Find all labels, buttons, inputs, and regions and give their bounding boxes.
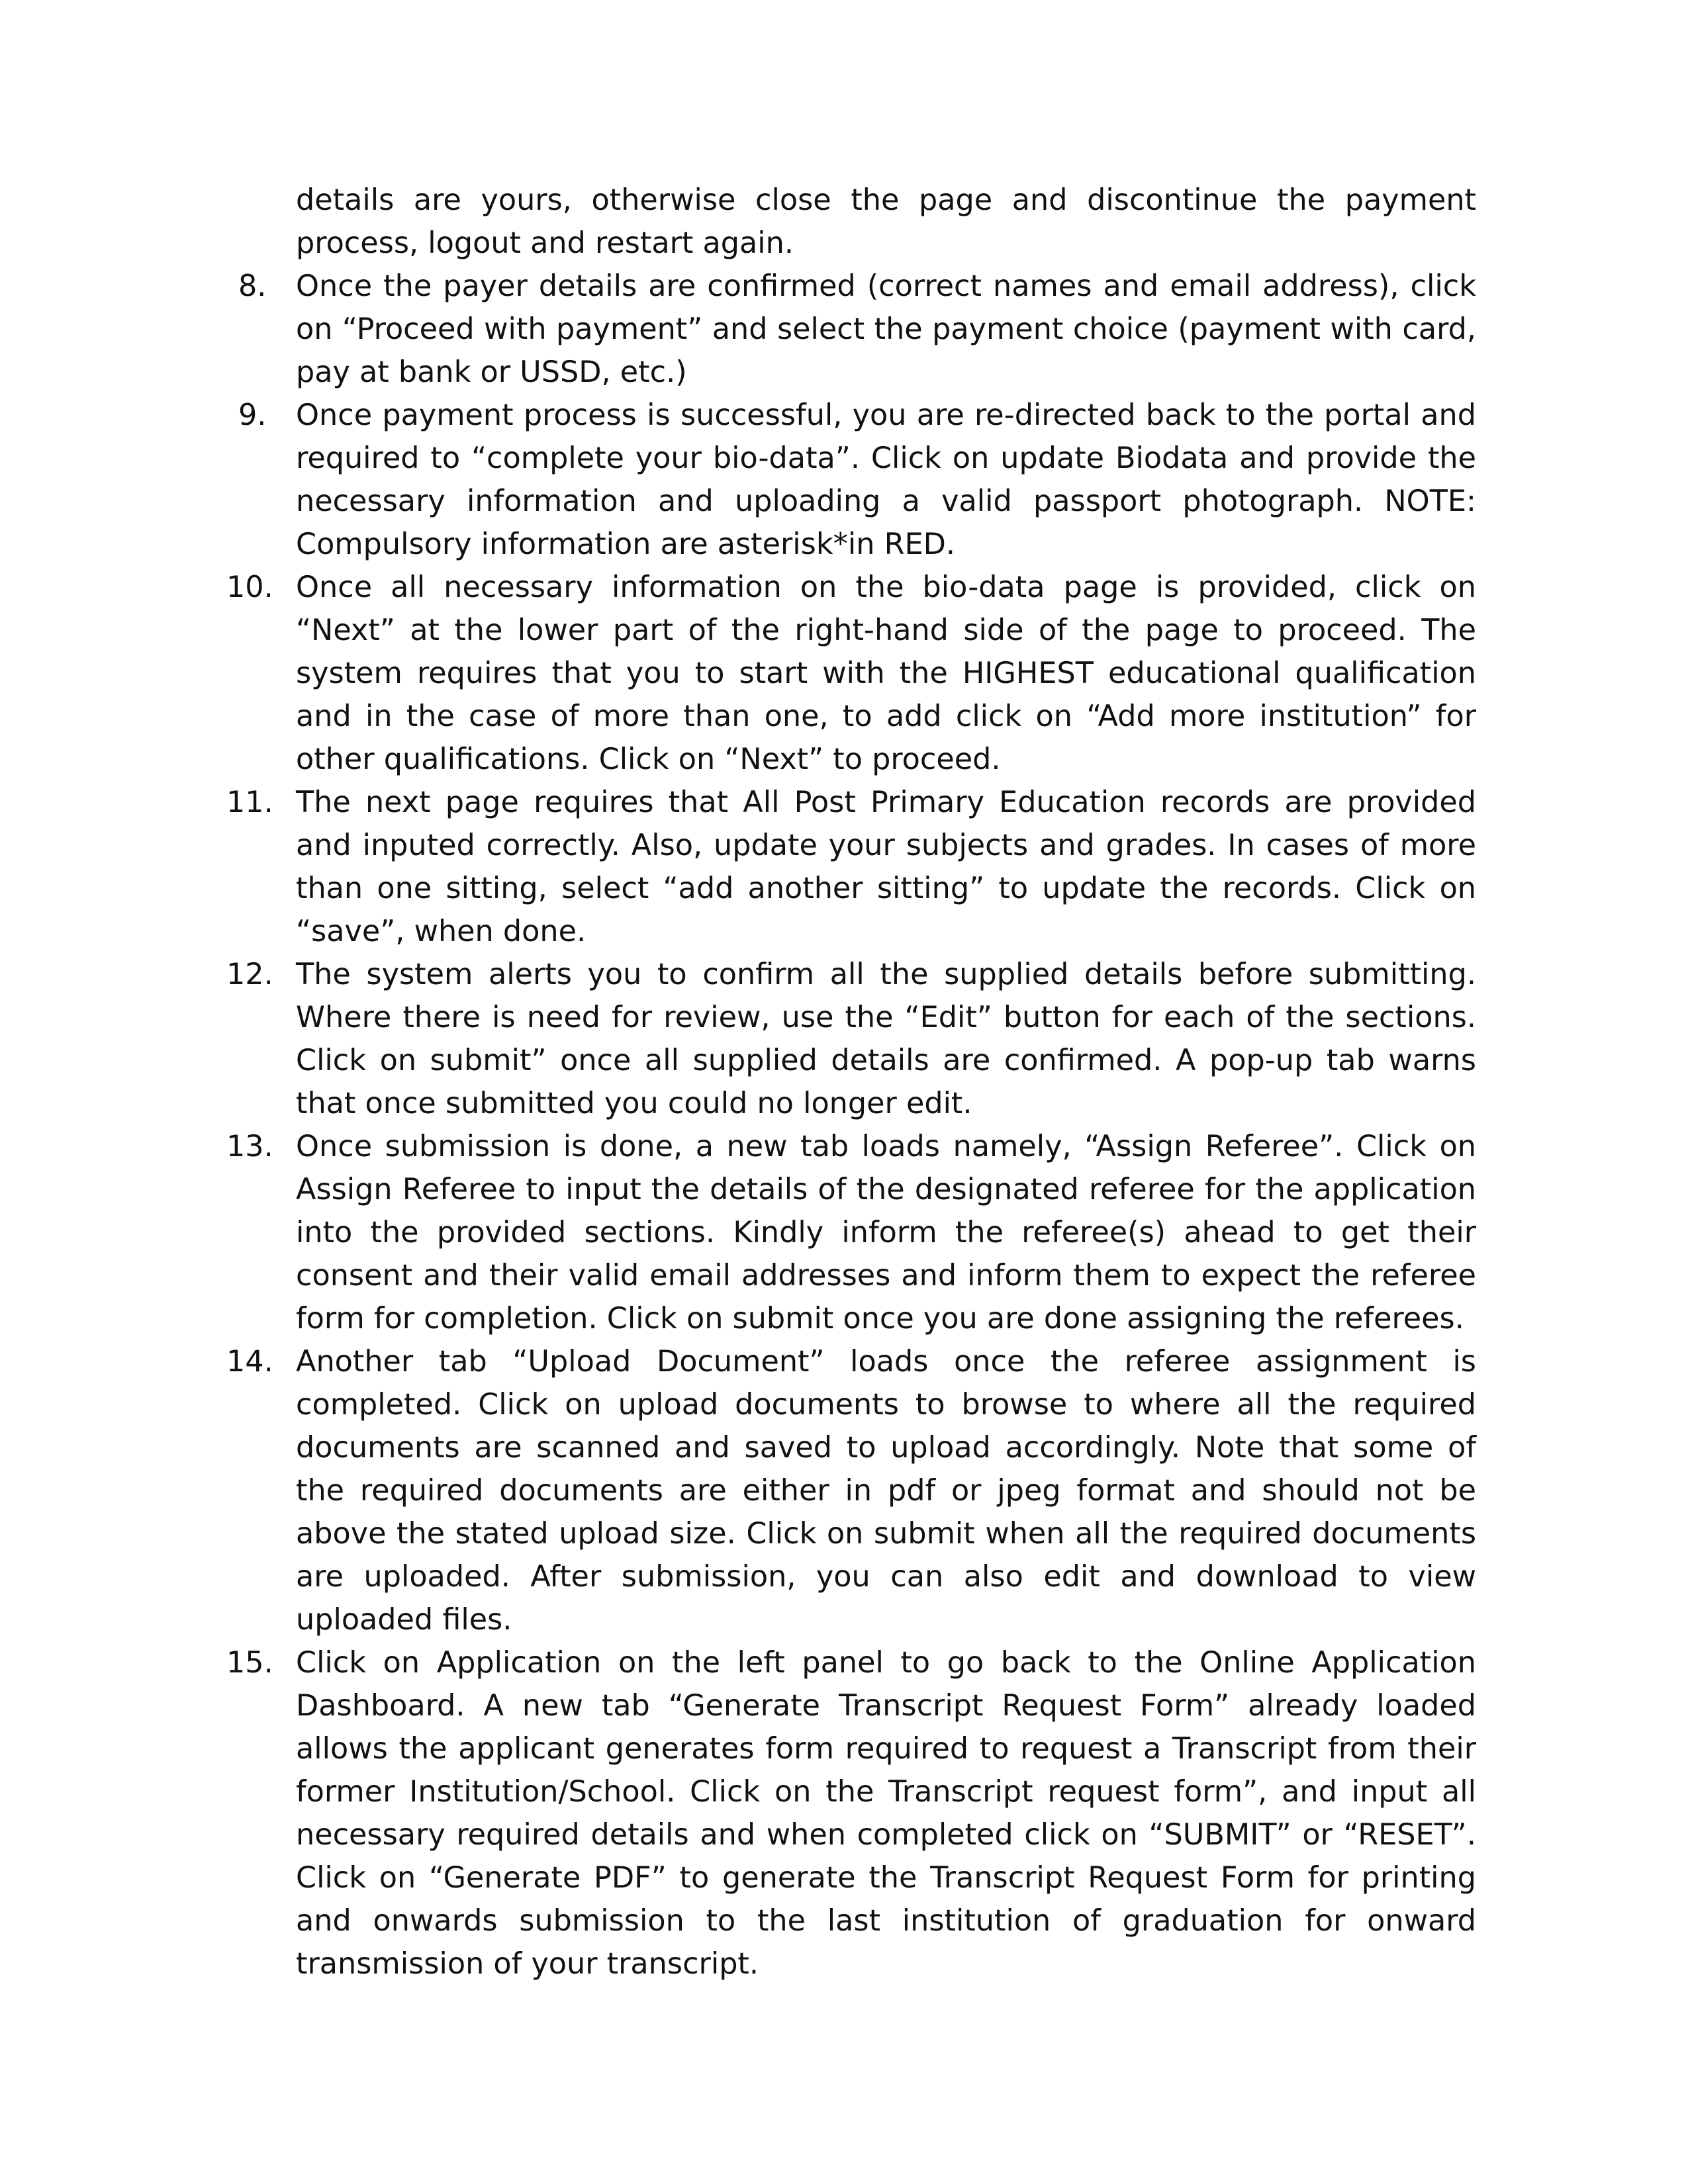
list-item <box>226 953 1476 1125</box>
list-item <box>226 1125 1476 1340</box>
item-text: The system alerts you to confirm all the supplied details before submitting. Where there is need for review, use the “Edit” button for each of the sections. Click on submit” once all supplied details are confirmed. A pop-up tab warns that once submitted you could no longer edit. <box>296 958 1476 1120</box>
item-text: Once payment process is successful, you are re-directed back to the portal and required to “complete your bio-data”. Click on update Biodata and provide the necessary information and uploading a valid passport photograph. NOTE: Compulsory information are asterisk*in RED. <box>296 398 1476 561</box>
instructions-list <box>226 179 1476 1985</box>
list-item <box>226 781 1476 953</box>
item-number: 11. <box>226 786 273 819</box>
item-text: Once all necessary information on the bio-data page is provided, click on “Next” at the lower part of the right-hand side of the page to proceed. The system requires that you to start with the HIGHEST educational qualification and in the case of more than one, to add click on “Add more institution” for other qualifications. Click on “Next” to proceed. <box>296 570 1476 776</box>
item-number: 10. <box>226 570 273 604</box>
item-number: 15. <box>226 1646 273 1680</box>
item-number: 13. <box>226 1130 273 1163</box>
item-text: Once the payer details are confirmed (correct names and email address), click on “Proceed with payment” and select the payment choice (payment with card, pay at bank or USSD, etc.) <box>296 269 1476 389</box>
item-text: Once submission is done, a new tab loads namely, “Assign Referee”. Click on Assign Referee to input the details of the designated referee for the application into the provided sections. Kindly inform the referee(s) ahead to get their consent and their valid email addresses and inform them to expect the referee form for completion. Click on submit once you are done assigning the referees. <box>296 1130 1476 1336</box>
item-text: Click on Application on the left panel to go back to the Online Application Dashboard. A new tab “Generate Transcript Request Form” already loaded allows the applicant generates form required to request a Transcript from their former Institution/School. Click on the Transcript request form”, and input all necessary required details and when completed click on “SUBMIT” or “RESET”. Click on “Generate PDF” to generate the Transcript Request Form for printing and onwards submission to the last institution of graduation for onward transmission of your transcript. <box>296 1646 1476 1981</box>
item-text: Another tab “Upload Document” loads once the referee assignment is completed. Click on upload documents to browse to where all the required documents are scanned and saved to upload accordingly. Note that some of the required documents are either in pdf or jpeg format and should not be above the stated upload size. Click on submit when all the required documents are uploaded. After submission, you can also edit and download to view uploaded files. <box>296 1345 1476 1637</box>
item-number: 9. <box>238 398 267 432</box>
continuation-paragraph: details are yours, otherwise close the page and discontinue the payment process, logout and restart again. <box>296 183 1476 260</box>
item-number: 14. <box>226 1345 273 1379</box>
list-item <box>232 265 1476 394</box>
list-item <box>226 1340 1476 1641</box>
item-number: 8. <box>238 269 267 303</box>
list-item <box>232 394 1476 566</box>
item-text: The next page requires that All Post Primary Education records are provided and inputed correctly. Also, update your subjects and grades. In cases of more than one sitting, select “add another sitting” to update the records. Click on “save”, when done. <box>296 786 1476 948</box>
list-item <box>226 566 1476 781</box>
item-number: 12. <box>226 958 273 991</box>
list-item <box>226 1641 1476 1985</box>
